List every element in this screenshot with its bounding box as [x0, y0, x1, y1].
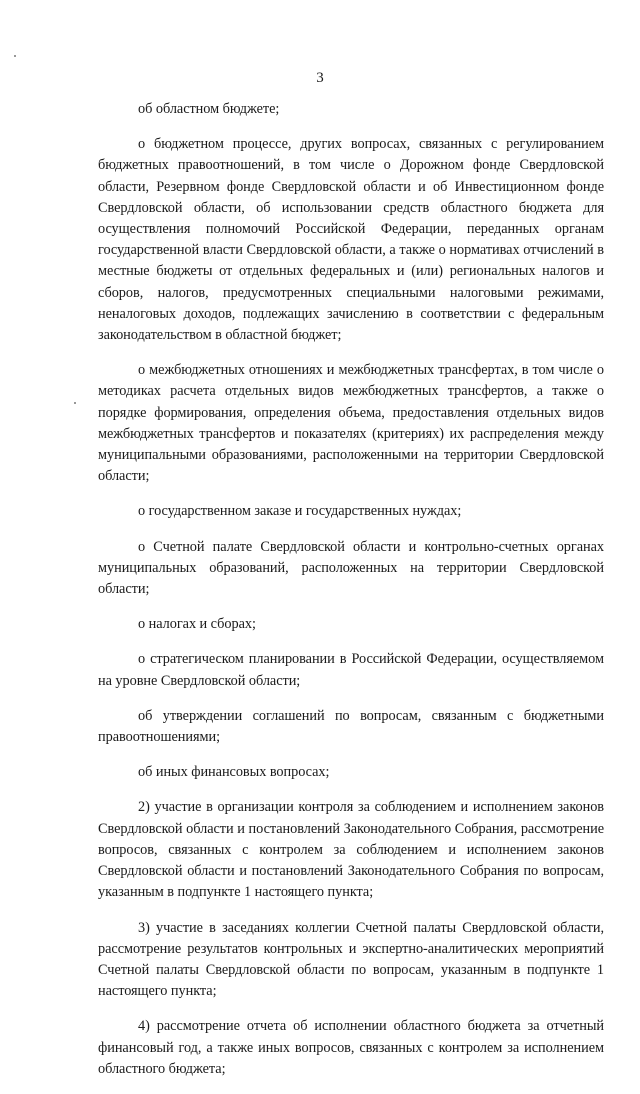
paragraph: 3) участие в заседаниях коллегии Счетной палаты Свердловской области, рассмотрение результатов контрольных и экспертно-аналитических мероприятий Счетной палаты Свердловской области по вопросам, указанным в подпункте 1 настоящего пункта;	[98, 919, 604, 1000]
paragraph: о Счетной палате Свердловской области и контрольно-счетных органах муниципальных образований, расположенных на территории Свердловской области;	[98, 538, 604, 598]
paragraph: 2) участие в организации контроля за соблюдением и исполнением законов Свердловской области и постановлений Законодательного Собрания, рассмотрение вопросов, связанных с контролем за соблюдением и исполнением законов Свердловской области и постановлений Законодательного Собрания по вопросам, указанным в подпункте 1 настоящего пункта;	[98, 799, 604, 901]
paragraph: 4) рассмотрение отчета об исполнении областного бюджета за отчетный финансовый год, а также иных вопросов, связанных с контролем за исполнением областного бюджета;	[98, 1018, 604, 1077]
scan-speck	[74, 402, 76, 404]
page-number: 3	[316, 70, 324, 86]
paragraph: о бюджетном процессе, других вопросах, связанных с регулированием бюджетных правоотношений, в том числе о Дорожном фонде Свердловской области, Резервном фонде Свердловской области и об Инвестиционном фонде Свердловской области, об использовании средств областного бюджета для осуществления полномочий Российской Федерации, переданных органам государственной власти Свердловской области, а также о нормативах отчислений в местные бюджеты от отдельных федеральных и (или) региональных налогов и сборов, налогов, предусмотренных специальными налоговыми режимами, неналоговых доходов, подлежащих зачислению в соответствии с федеральным законодательством в областной бюджет;	[98, 136, 604, 344]
paragraph: о налогах и сборах;	[138, 616, 256, 633]
paragraph: о межбюджетных отношениях и межбюджетных трансфертах, в том числе о методиках расчета отдельных видов межбюджетных трансфертов, а также о порядке формирования, определения объема, предоставления отдельных видов межбюджетных трансфертов и показателях (критериях) их распределения между муниципальными образованиями, расположенными на территории Свердловской области;	[98, 362, 604, 485]
document-body	[98, 99, 604, 1094]
paragraph: об утверждении соглашений по вопросам, связанным с бюджетными правоотношениями;	[98, 707, 604, 746]
paragraph: о стратегическом планировании в Российской Федерации, осуществляемом на уровне Свердловской области;	[98, 651, 604, 689]
scan-speck	[14, 55, 16, 57]
paragraph: об иных финансовых вопросах;	[138, 764, 330, 781]
paragraph: об областном бюджете;	[138, 101, 280, 117]
paragraph: о государственном заказе и государственных нуждах;	[138, 503, 462, 520]
